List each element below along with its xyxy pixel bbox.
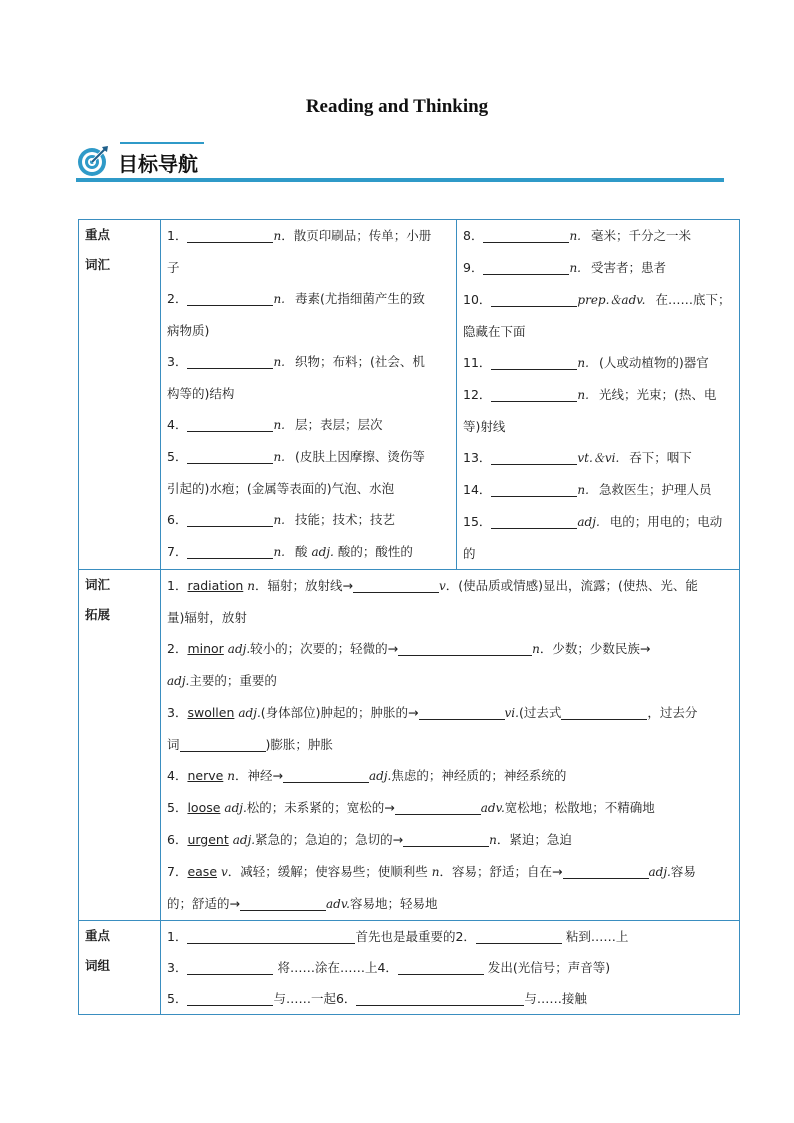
answer-blank[interactable] (398, 959, 484, 975)
vocab-item: 4． n. 层；表层；层次 (167, 417, 383, 432)
category-cell: 词汇 拓展 (79, 570, 161, 921)
answer-blank[interactable] (491, 354, 577, 370)
target-arrow-icon (76, 144, 110, 178)
answer-blank[interactable] (561, 704, 647, 720)
ext-item: 3．swollen adj.(身体部位)肿起的；肿胀的→ vi.(过去式 ，过去分 (167, 705, 698, 720)
answer-blank[interactable] (491, 291, 577, 307)
answer-blank[interactable] (483, 227, 569, 243)
ext-item: 4．nerve n．神经→ adj.焦虑的；神经质的；神经系统的 (167, 768, 567, 783)
page-title: Reading and Thinking (305, 96, 489, 117)
vocab-item: 9． n. 受害者；患者 (463, 260, 667, 275)
answer-blank[interactable] (187, 227, 273, 243)
ext-item: 6．urgent adj.紧急的；急迫的；急切的→ n．紧迫；急迫 (167, 832, 572, 847)
vocab-item: 10． prep.＆adv. 在……底下； (463, 292, 731, 307)
phrase-line: 3． 将……涂在……上4． 发出(光信号；声音等) (167, 960, 611, 975)
vocab-item: 5． n. (皮肤上因摩擦、烫伤等 (167, 449, 425, 464)
section-header (76, 140, 724, 184)
vocab-table (78, 219, 740, 1015)
section-title: 目标导航 (118, 152, 198, 176)
answer-blank[interactable] (483, 259, 569, 275)
vocab-ext-content: 1．radiation n．辐射；放射线→ v．(使品质或情感)显出，流露；(使热、光、能 量)辐射，放射 2．minor adj.较小的；次要的；轻微的→ n．少数；少数民族→ adj.主要的；重要的 3．swollen adj.(身体部位)肿起的；肿胀的→ vi.(过去式 ，过去分 词 )膨胀；肿胀 4．nerve n．神经→ adj.焦虑的；神经质的；神经系统的 5．loose adj.松的；未系紧的；宽松的→ adv.宽松地；松散地；不精确地 6．urgent adj.紧急的；急迫的；急切的→ n．紧迫；急迫 7．ease v．减轻；缓解；使容易些；使顺利些 n．容易；舒适；自在→ adj.容易 的；舒适的→ adv.容易地；轻易地 (161, 570, 740, 921)
answer-blank[interactable] (187, 290, 273, 306)
vocab-item: 2． n. 毒素(尤指细菌产生的致 (167, 291, 425, 306)
ext-item: 2．minor adj.较小的；次要的；轻微的→ n．少数；少数民族→ (167, 641, 651, 656)
category-cell: 重点 词汇 (79, 220, 161, 570)
vocab-item: 8． n. 毫米；千分之一米 (463, 228, 692, 243)
header-bottom-rule (76, 178, 724, 182)
answer-blank[interactable] (283, 767, 369, 783)
answer-blank[interactable] (398, 640, 532, 656)
vocab-item: 13． vt.＆vi. 吞下；咽下 (463, 450, 692, 465)
answer-blank[interactable] (419, 704, 505, 720)
phrases-content (161, 921, 740, 1015)
answer-blank[interactable] (491, 386, 577, 402)
ext-item: 5．loose adj.松的；未系紧的；宽松的→ adv.宽松地；松散地；不精确地 (167, 800, 655, 815)
answer-blank[interactable] (187, 353, 273, 369)
vocab-ext-row (79, 570, 740, 921)
answer-blank[interactable] (491, 513, 577, 529)
ext-item: 1．radiation n．辐射；放射线→ v．(使品质或情感)显出，流露；(使热、光、能 (167, 578, 698, 593)
answer-blank[interactable] (491, 449, 577, 465)
phrase-line: 1． 首先也是最重要的2． 粘到……上 (167, 929, 629, 944)
ext-item: 7．ease v．减轻；缓解；使容易些；使顺利些 n．容易；舒适；自在→ adj.容易 (167, 864, 696, 879)
answer-blank[interactable] (187, 928, 355, 944)
category-cell: 重点 词组 (79, 921, 161, 1015)
vocab-item: 11． n. (人或动植物的)器官 (463, 355, 709, 370)
phrase-line: 5． 与……一起6． 与……接触 (167, 991, 587, 1006)
answer-blank[interactable] (403, 831, 489, 847)
answer-blank[interactable] (187, 543, 273, 559)
vocab-right-column: 8． n. 毫米；千分之一米 9． n. 受害者；患者 10． prep.＆adv. 在……底下； 隐藏在下面 11． n. (人或动植物的)器官 12． n. 光线；光束；(热、电 等)射线 13． vt.＆vi. 吞下；咽下 14． n. 急救医生；护理人员 15． adj. 电的；用电的；电动 的 (457, 220, 740, 570)
vocab-item: 3． n. 织物；布料；(社会、机 (167, 354, 425, 369)
vocab-item: 6． n. 技能；技术；技艺 (167, 512, 396, 527)
answer-blank[interactable] (180, 736, 266, 752)
vocab-item: 1． n．散页印刷品；传单；小册 (167, 228, 432, 243)
answer-blank[interactable] (395, 799, 481, 815)
answer-blank[interactable] (476, 928, 562, 944)
answer-blank[interactable] (187, 448, 273, 464)
answer-blank[interactable] (353, 577, 439, 593)
key-phrases-row (79, 921, 740, 1015)
answer-blank[interactable] (187, 990, 273, 1006)
answer-blank[interactable] (187, 511, 273, 527)
vocab-item: 12． n. 光线；光束；(热、电 (463, 387, 717, 402)
answer-blank[interactable] (356, 990, 524, 1006)
answer-blank[interactable] (563, 863, 649, 879)
answer-blank[interactable] (240, 895, 326, 911)
header-top-rule (120, 142, 204, 144)
vocab-item: 7． n. 酸 adj. 酸的；酸性的 (167, 544, 413, 559)
answer-blank[interactable] (491, 481, 577, 497)
answer-blank[interactable] (187, 959, 273, 975)
vocab-left-column: 1． n．散页印刷品；传单；小册 子 2． n. 毒素(尤指细菌产生的致 病物质) 3． n. 织物；布料；(社会、机 构等的)结构 4． n. 层；表层；层次 5． n. (皮肤上因摩擦、烫伤等 引起的)水疱；(金属等表面的)气泡、水泡 6． n. 技能；技术；技艺 7． n. 酸 adj. 酸的；酸性的 (161, 220, 457, 570)
key-vocab-row (79, 220, 740, 570)
answer-blank[interactable] (187, 416, 273, 432)
vocab-item: 15． adj. 电的；用电的；电动 (463, 514, 723, 529)
vocab-item: 14． n. 急救医生；护理人员 (463, 482, 712, 497)
